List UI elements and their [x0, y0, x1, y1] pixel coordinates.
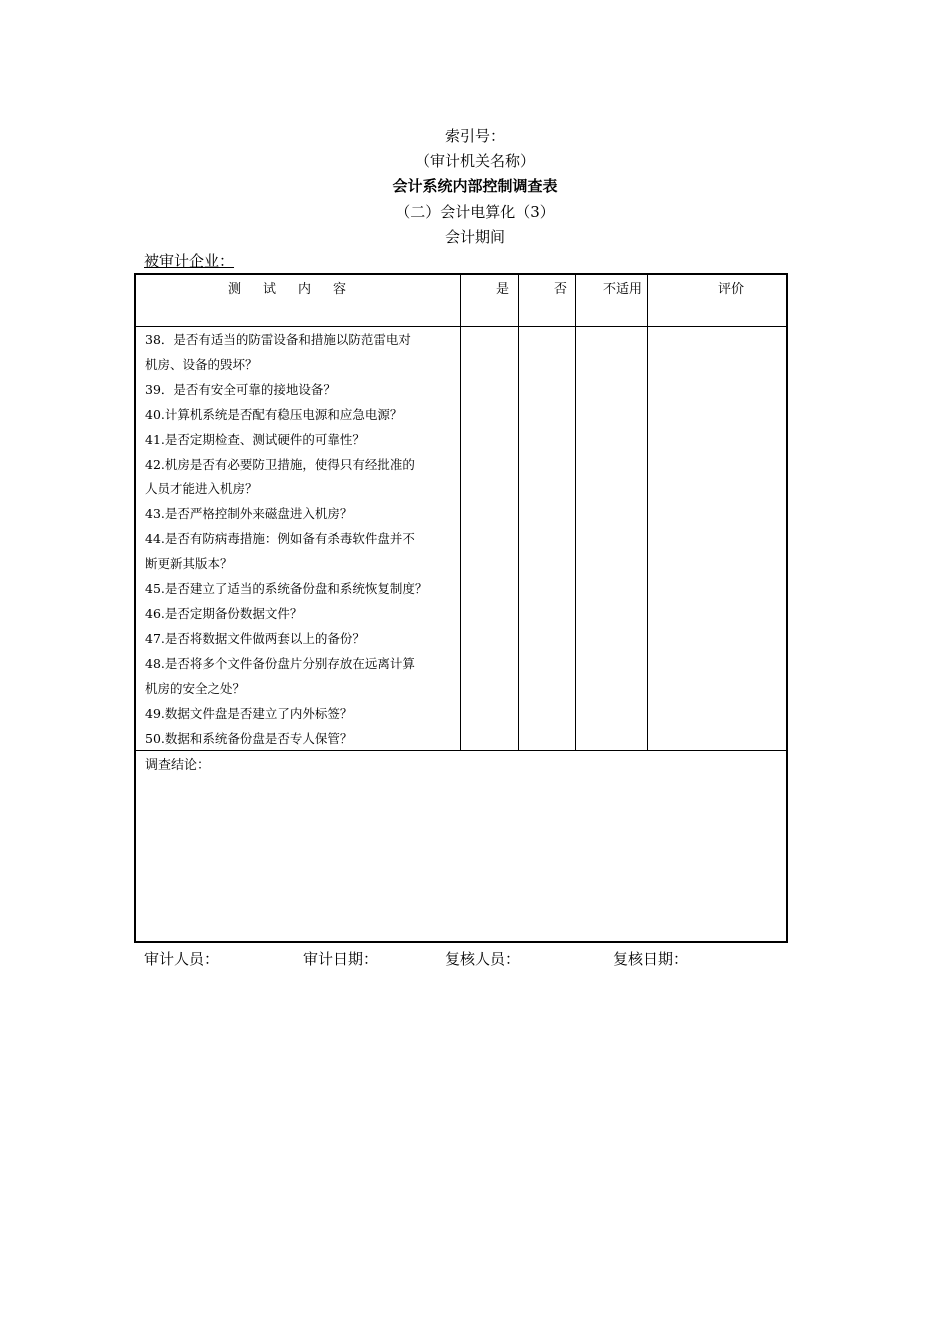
- audited-company-label: 被审计企业：: [144, 252, 235, 270]
- item-line: 43.是否严格控制外来磁盘进入机房？: [145, 506, 353, 522]
- item-line: 46.是否定期备份数据文件？: [145, 605, 303, 621]
- item-line: 40.计算机系统是否配有稳压电源和应急电源？: [145, 406, 403, 422]
- item-line: 49.数据文件盘是否建立了内外标签？: [145, 705, 353, 721]
- item-line: 47.是否将数据文件做两套以上的备份？: [145, 630, 365, 646]
- page-title: 会计系统内部控制调查表: [392, 177, 558, 195]
- page-subtitle: （二）会计电算化（3）: [395, 203, 555, 221]
- audit-date-label: 审计日期：: [303, 950, 379, 968]
- item-line: 38．是否有适当的防雷设备和措施以防范雷电对: [145, 332, 411, 347]
- item-line: 39．是否有安全可靠的接地设备？: [145, 381, 336, 397]
- test-items: [145, 328, 463, 751]
- auditor-label: 审计人员：: [144, 950, 220, 968]
- item-line: 断更新其版本？: [145, 556, 233, 572]
- col-header-na: 不适用: [603, 282, 643, 297]
- col-header-yes: 是: [496, 282, 510, 297]
- col-header-evaluation: 评价: [718, 282, 745, 297]
- item-line: 机房的安全之处？: [145, 680, 246, 696]
- column-divider: [647, 275, 648, 751]
- audit-org-name: （审计机关名称）: [414, 152, 535, 170]
- item-line: 45.是否建立了适当的系统备份盘和系统恢复制度？: [145, 581, 428, 597]
- column-divider: [575, 275, 576, 751]
- reviewer-label: 复核人员：: [445, 950, 521, 968]
- column-divider: [518, 275, 519, 751]
- accounting-period: 会计期间: [444, 228, 505, 246]
- col-header-content: 测试内容: [227, 282, 368, 297]
- survey-table: [134, 273, 788, 943]
- item-line: 48.是否将多个文件备份盘片分别存放在远离计算: [145, 655, 415, 671]
- item-line: 42.机房是否有必要防卫措施，使得只有经批准的: [145, 456, 415, 472]
- item-line: 50.数据和系统备份盘是否专人保管？: [145, 730, 353, 746]
- header-divider: [136, 326, 786, 327]
- item-line: 44.是否有防病毒措施：例如备有杀毒软件盘并不: [145, 531, 415, 547]
- col-header-no: 否: [554, 282, 568, 297]
- item-line: 41.是否定期检查、测试硬件的可靠性？: [145, 431, 365, 447]
- survey-conclusion-label: 调查结论：: [145, 758, 211, 773]
- index-number: 索引号：: [444, 127, 505, 145]
- review-date-label: 复核日期：: [613, 950, 689, 968]
- item-line: 机房、设备的毁坏？: [145, 356, 258, 372]
- item-line: 人员才能进入机房？: [145, 481, 258, 497]
